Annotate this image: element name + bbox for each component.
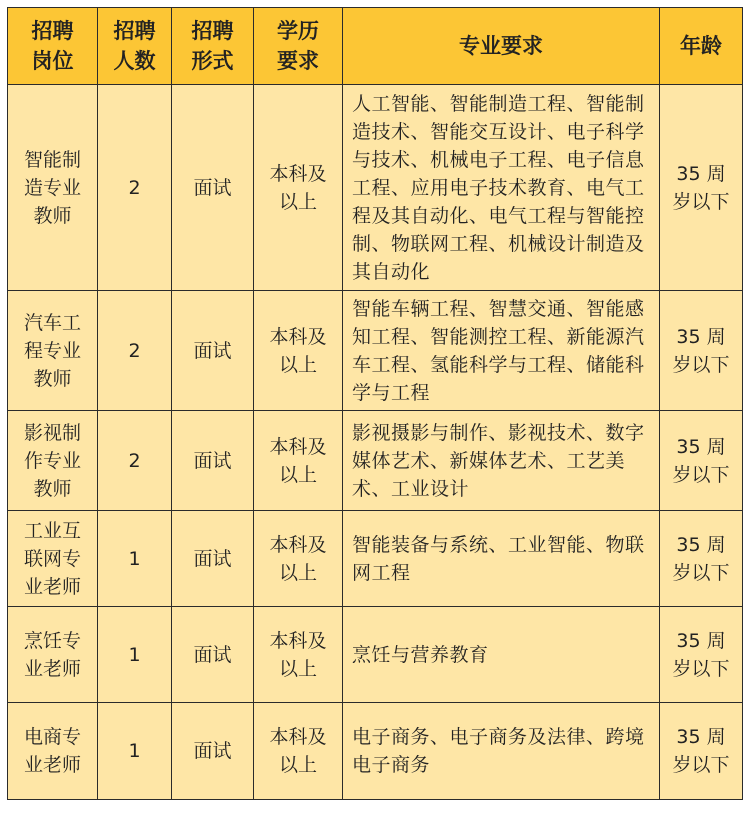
position-cell: 智能制 造专业 教师 [8, 85, 98, 291]
education-cell: 本科及 以上 [254, 607, 343, 703]
table-row [8, 411, 743, 511]
education-cell: 本科及 以上 [254, 511, 343, 607]
count-cell: 1 [98, 511, 172, 607]
major-cell: 智能装备与系统、工业智能、物联网工程 [343, 511, 660, 607]
header-position: 招聘 岗位 [8, 8, 98, 85]
age-cell: 35 周 岁以下 [660, 607, 743, 703]
header-count: 招聘 人数 [98, 8, 172, 85]
table-row [8, 85, 743, 291]
education-cell: 本科及 以上 [254, 411, 343, 511]
position-cell: 烹饪专 业老师 [8, 607, 98, 703]
position-cell: 汽车工 程专业 教师 [8, 291, 98, 411]
education-cell: 本科及 以上 [254, 291, 343, 411]
header-major: 专业要求 [343, 8, 660, 85]
count-cell: 1 [98, 607, 172, 703]
format-cell: 面试 [172, 607, 254, 703]
format-cell: 面试 [172, 85, 254, 291]
count-cell: 2 [98, 291, 172, 411]
recruitment-table [7, 7, 743, 800]
header-age: 年龄 [660, 8, 743, 85]
education-cell: 本科及 以上 [254, 703, 343, 800]
major-cell: 人工智能、智能制造工程、智能制造技术、智能交互设计、电子科学与技术、机械电子工程、电子信息工程、应用电子技术教育、电气工程及其自动化、电气工程与智能控制、物联网工程、机械设计制造及其自动化 [343, 85, 660, 291]
age-cell: 35 周 岁以下 [660, 703, 743, 800]
education-cell: 本科及 以上 [254, 85, 343, 291]
major-cell: 影视摄影与制作、影视技术、数字媒体艺术、新媒体艺术、工艺美术、工业设计 [343, 411, 660, 511]
format-cell: 面试 [172, 511, 254, 607]
header-education: 学历 要求 [254, 8, 343, 85]
table-row [8, 511, 743, 607]
age-cell: 35 周 岁以下 [660, 85, 743, 291]
header-format: 招聘 形式 [172, 8, 254, 85]
format-cell: 面试 [172, 703, 254, 800]
position-cell: 工业互 联网专 业老师 [8, 511, 98, 607]
major-cell: 电子商务、电子商务及法律、跨境电子商务 [343, 703, 660, 800]
count-cell: 2 [98, 411, 172, 511]
table-row [8, 607, 743, 703]
recruitment-table-wrapper [7, 7, 743, 800]
count-cell: 1 [98, 703, 172, 800]
count-cell: 2 [98, 85, 172, 291]
age-cell: 35 周 岁以下 [660, 291, 743, 411]
position-cell: 影视制 作专业 教师 [8, 411, 98, 511]
header-row [8, 8, 743, 85]
format-cell: 面试 [172, 411, 254, 511]
major-cell: 烹饪与营养教育 [343, 607, 660, 703]
table-row [8, 291, 743, 411]
table-row [8, 703, 743, 800]
format-cell: 面试 [172, 291, 254, 411]
age-cell: 35 周 岁以下 [660, 511, 743, 607]
major-cell: 智能车辆工程、智慧交通、智能感知工程、智能测控工程、新能源汽车工程、氢能科学与工程、储能科学与工程 [343, 291, 660, 411]
position-cell: 电商专 业老师 [8, 703, 98, 800]
age-cell: 35 周 岁以下 [660, 411, 743, 511]
